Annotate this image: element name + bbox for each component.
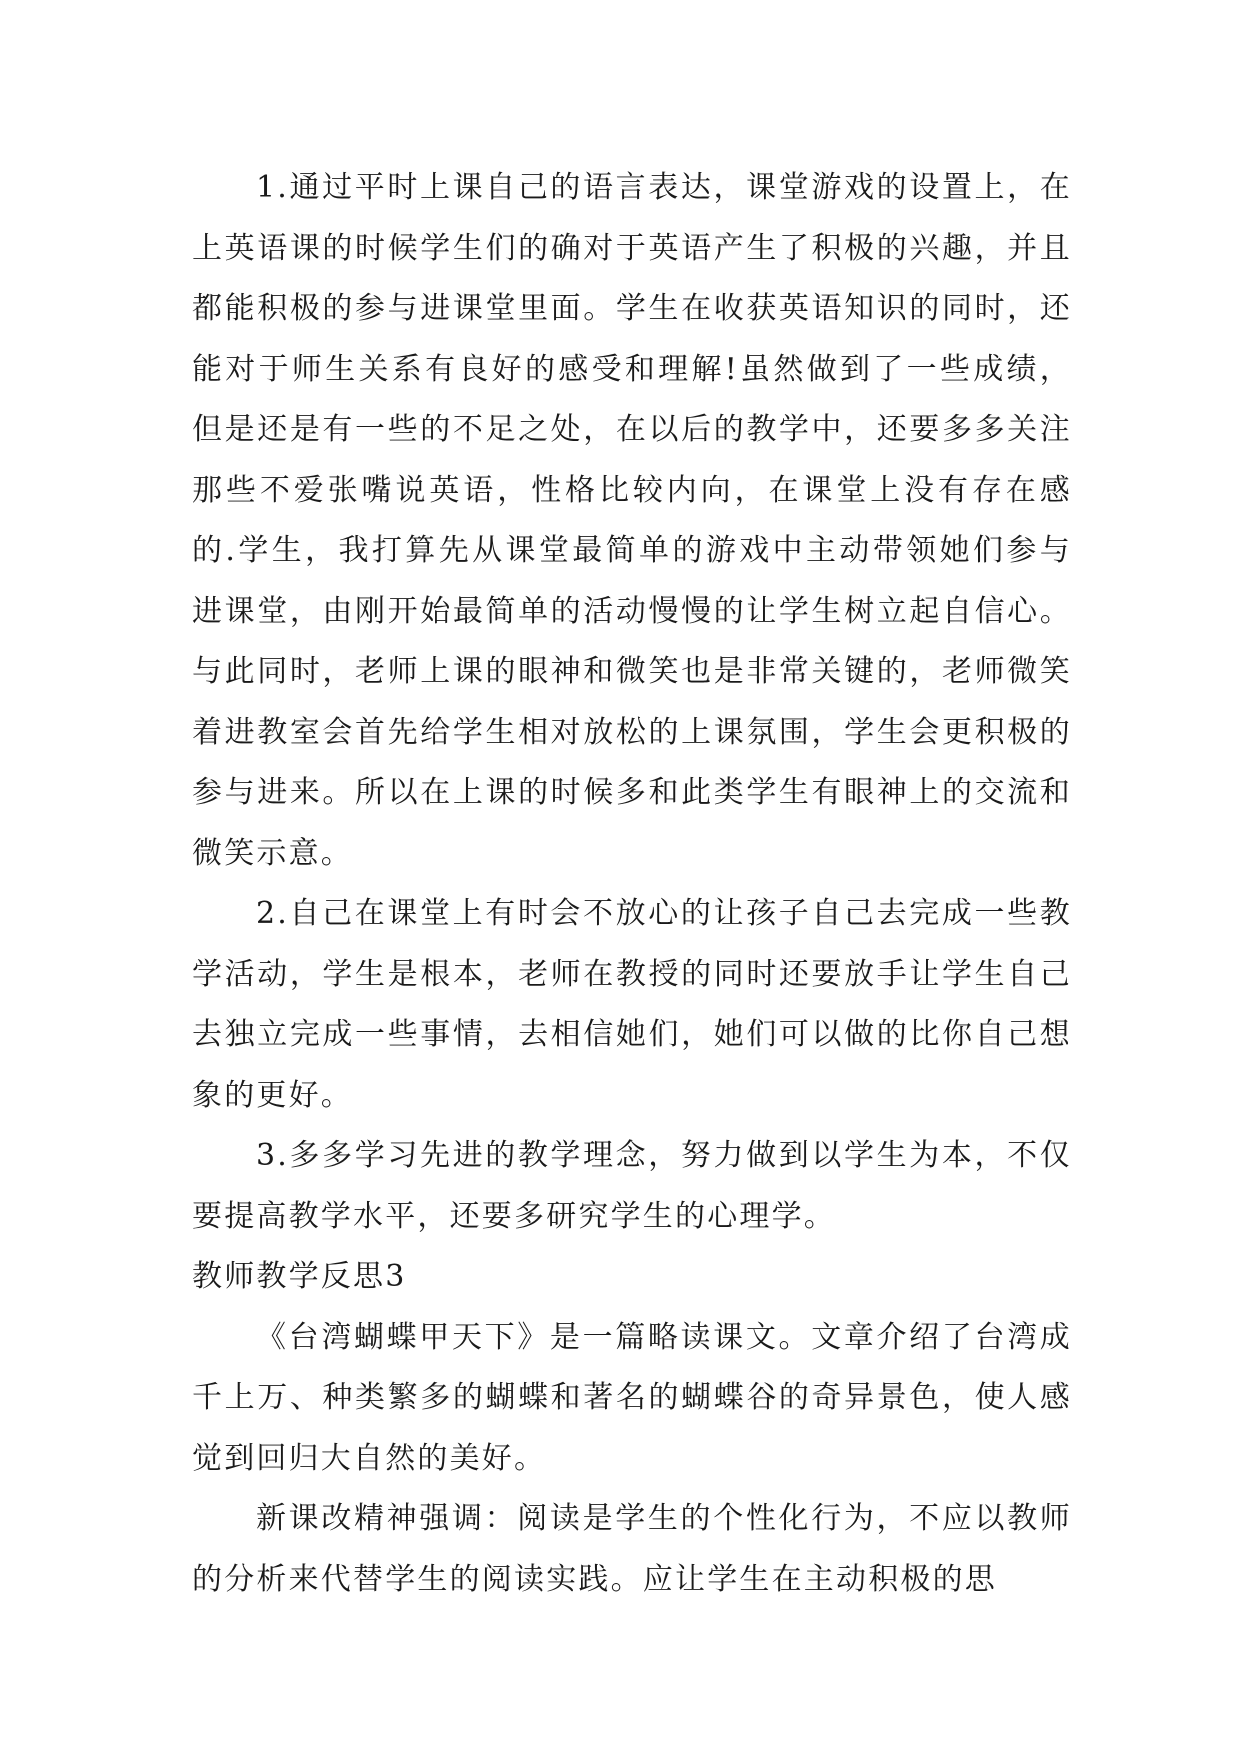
- document-page: [192, 158, 1072, 1610]
- paragraph-5: 新课改精神强调：阅读是学生的个性化行为，不应以教师的分析来代替学生的阅读实践。应让学生在主动积极的思: [192, 1501, 1072, 1597]
- paragraph-4: 《台湾蝴蝶甲天下》是一篇略读课文。文章介绍了台湾成千上万、种类繁多的蝴蝶和著名的蝴蝶谷的奇异景色，使人感觉到回归大自然的美好。: [192, 1319, 1072, 1476]
- section-heading: 教师教学反思3: [192, 1259, 407, 1294]
- paragraph-3: 3.多多学习先进的教学理念，努力做到以学生为本，不仅要提高教学水平，还要多研究学生的心理学。: [192, 1138, 1072, 1234]
- paragraph-2: 2.自己在课堂上有时会不放心的让孩子自己去完成一些教学活动，学生是根本，老师在教授的同时还要放手让学生自己去独立完成一些事情，去相信她们，她们可以做的比你自己想象的更好。: [192, 896, 1072, 1113]
- paragraph-1: 1.通过平时上课自己的语言表达，课堂游戏的设置上，在上英语课的时候学生们的确对于英语产生了积极的兴趣，并且都能积极的参与进课堂里面。学生在收获英语知识的同时，还能对于师生关系有良好的感受和理解!虽然做到了一些成绩，但是还是有一些的不足之处，在以后的教学中，还要多多关注那些不爱张嘴说英语，性格比较内向，在课堂上没有存在感的.学生，我打算先从课堂最简单的游戏中主动带领她们参与进课堂，由刚开始最简单的活动慢慢的让学生树立起自信心。与此同时，老师上课的眼神和微笑也是非常关键的，老师微笑着进教室会首先给学生相对放松的上课氛围，学生会更积极的参与进来。所以在上课的时候多和此类学生有眼神上的交流和微笑示意。: [192, 170, 1072, 871]
